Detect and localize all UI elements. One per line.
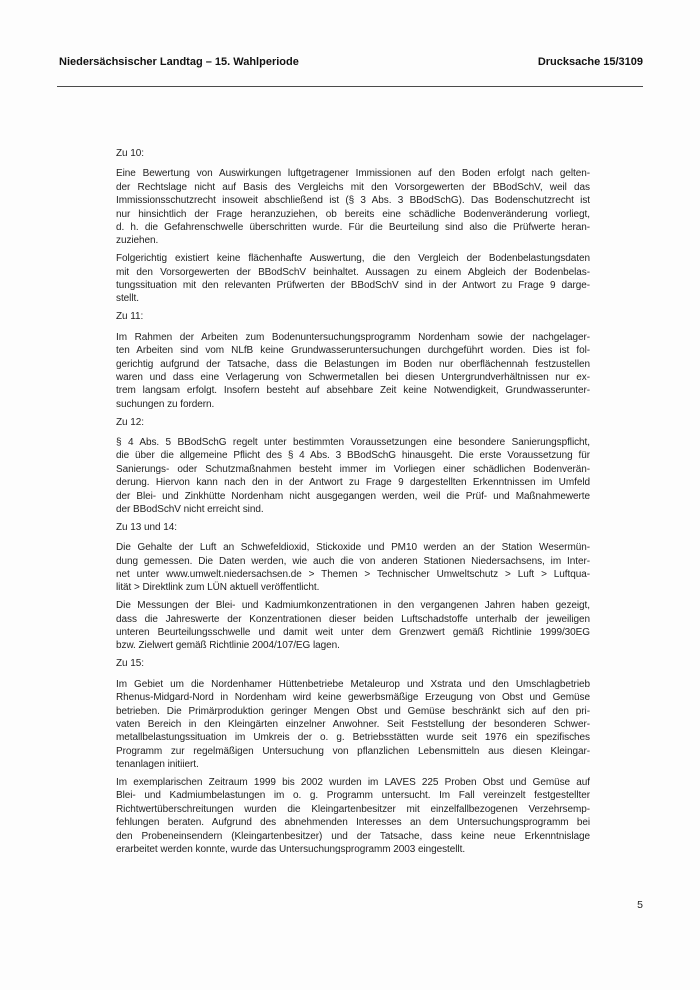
text-line: waren und dass eine Verlagerung von Schwermetallen bei diesen Untergrundverhältnissen nur ex-: [116, 371, 590, 383]
paragraph: [116, 331, 590, 411]
text-line: Immissionsschutzrecht insoweit abschließend ist (§ 3 Abs. 3 BBodSchG). Das Bodenschutzrecht ist: [116, 195, 590, 207]
text-line: vaten Bereich in den Kleingärten einzelner Anwohner. Seit Feststellung der besonderen Schwer-: [116, 718, 590, 730]
paragraph: [116, 678, 590, 772]
text-line: Im exemplarischen Zeitraum 1999 bis 2002 wurden im LAVES 225 Proben Obst und Gemüse auf: [116, 776, 590, 788]
text-line: unteren Beurteilungsschwelle und damit weit unter dem Grenzwert gemäß Richtlinie 1999/30EG: [116, 627, 590, 639]
text-line: § 4 Abs. 5 BBodSchG regelt unter bestimmten Voraussetzungen eine besondere Sanierungspflicht,: [116, 436, 590, 448]
text-line: Die Gehalte der Luft an Schwefeldioxid, Stickoxide und PM10 werden an der Station Wesermün-: [116, 542, 590, 554]
header-right-title: Drucksache 15/3109: [537, 56, 643, 68]
paragraph: [116, 252, 590, 306]
text-line: Blei- und Kadmiumbelastungen im o. g. Programm untersucht. Im Fall vereinzelt festgestellter: [116, 790, 590, 802]
text-line: betrieben. Die Primärproduktion geringer Mengen Obst und Gemüse beschränkt sich auf den pri-: [116, 705, 590, 717]
text-line: Programm zur regelmäßigen Untersuchung von pflanzlichen Lebensmitteln aus diesen Kleingar-: [116, 745, 590, 757]
text-line: Die Messungen der Blei- und Kadmiumkonzentrationen in den vergangenen Jahren haben gezeigt,: [116, 600, 590, 612]
paragraph: [116, 436, 590, 516]
text-line: metallbelastungssituation im Umkreis der o. g. Betriebsstätten wurde seit 1976 ein spezifisches: [116, 732, 590, 744]
text-line: gerichtig aufgrund der Tatsache, dass die Belastungen im Boden nur oberflächennah festzustellen: [116, 358, 590, 370]
text-line: ten Arbeiten sind vom NLfB keine Grundwasseruntersuchungen durchgeführt worden. Dies ist fol-: [116, 345, 590, 357]
section-heading: Zu 10:: [116, 148, 144, 159]
text-line: der Blei- und Zinkhütte Nordenham nicht ausgegangen werden, weil die Prüf- und Maßnahmewerte: [116, 490, 590, 502]
paragraph: [116, 167, 590, 247]
text-line: Sanierungs- oder Schutzmaßnahmen besteht immer im Vorliegen einer schädlichen Bodenverän-: [116, 463, 590, 475]
page-number: 5: [637, 899, 643, 911]
text-line: der BBodSchV nicht erreicht sind.: [116, 503, 264, 515]
header-left-title: Niedersächsischer Landtag – 15. Wahlperiode: [59, 56, 299, 68]
text-line: bzw. Zielwert gemäß Richtlinie 2004/107/EG lagen.: [116, 640, 340, 652]
text-line: tungssituation mit den relevanten Prüfwerten der BBodSchV sind in der Antwort zu Frage 9 darge-: [116, 280, 590, 292]
text-line: net unter www.umwelt.niedersachsen.de > Themen > Technischer Umweltschutz > Luft > Luftqua-: [116, 569, 590, 580]
text-line: Im Rahmen der Arbeiten zum Bodenuntersuchungsprogramm Nordenham sowie der nachgelager-: [116, 331, 590, 343]
text-line: d. h. die Gefahrenschwelle überschritten wurde. Für die Beurteilung sind also die Prüfwerte heran-: [116, 221, 590, 233]
section-heading: Zu 13 und 14:: [116, 521, 177, 533]
text-line: Eine Bewertung von Auswirkungen luftgetragener Immissionen auf den Boden erfolgt nach gelten-: [116, 168, 590, 180]
text-line: suchungen zu fordern.: [116, 398, 215, 410]
text-line: stellt.: [116, 293, 139, 305]
text-line: dass die Jahreswerte der Konzentrationen dieser beiden Luftschadstoffe unterhalb der jeweiligen: [116, 613, 590, 625]
section-heading: Zu 12:: [116, 416, 144, 428]
text-line: Rhenus-Midgard-Nord in Nordenham wird keine gewerbsmäßige Erzeugung von Obst und Gemüse: [116, 692, 590, 704]
text-line: erarbeitet werden konnte, wurde das Untersuchungsprogramm 2003 eingestellt.: [116, 843, 466, 855]
text-line: die über die allgemeine Pflicht des § 4 Abs. 3 BBodSchG hinausgeht. Die erste Voraussetzung für: [116, 450, 590, 462]
text-line: zuziehen.: [116, 235, 159, 247]
header-divider: [57, 86, 643, 87]
text-line: trem langsam erfolgt. Insofern besteht auf absehbare Zeit keine Notwendigkeit, Grundwasserunter-: [116, 385, 590, 397]
text-line: derung. Hiervon kann nach den in der Antwort zu Frage 9 dargestellten Erkenntnissen im Umfeld: [116, 477, 590, 489]
paragraph: [116, 541, 590, 595]
text-line: der Rechtslage nicht auf Basis des Vergleichs mit den Vorsorgewerten der BBodSchV, weil das: [116, 181, 590, 193]
text-line: tenanlagen initiiert.: [116, 759, 199, 771]
text-line: lität > Direktlink zum LÜN aktuell veröffentlicht.: [116, 582, 320, 594]
text-line: fehlungen beraten. Aufgrund des abnehmenden Interesses an dem Untersuchungsprogramm bei: [116, 817, 590, 829]
document-body: [116, 147, 590, 856]
section-heading: Zu 15:: [116, 658, 144, 670]
text-line: den Probeneinsendern (Kleingartenbesitzer) und der Tatsache, dass keine neue Erkenntnislage: [116, 830, 590, 842]
page-header: [59, 56, 643, 69]
paragraph: [116, 599, 590, 653]
section-heading: Zu 11:: [116, 311, 144, 323]
text-line: Folgerichtig existiert keine flächenhafte Auswertung, die den Vergleich der Bodenbelastungsdaten: [116, 253, 590, 265]
text-line: Richtwertüberschreitungen wurden die Kleingartenbesitzer mit einzelfallbezogenen Verzehrsemp-: [116, 803, 590, 815]
text-line: dung gemessen. Die Daten werden, wie auch die von anderen Stationen Niedersachsens, im Inter-: [116, 555, 590, 567]
text-line: mit den Vorsorgewerten der BBodSchV beinhaltet. Aussagen zu einem Abgleich der Bodenbelas-: [116, 266, 590, 278]
text-line: Im Gebiet um die Nordenhamer Hüttenbetriebe Metaleurop und Xstrata und den Umschlagbetrieb: [116, 678, 590, 690]
paragraph: [116, 776, 590, 856]
text-line: nur hinsichtlich der Frage heranzuziehen, ob bereits eine schädliche Bodenveränderung vorliegt,: [116, 208, 590, 220]
